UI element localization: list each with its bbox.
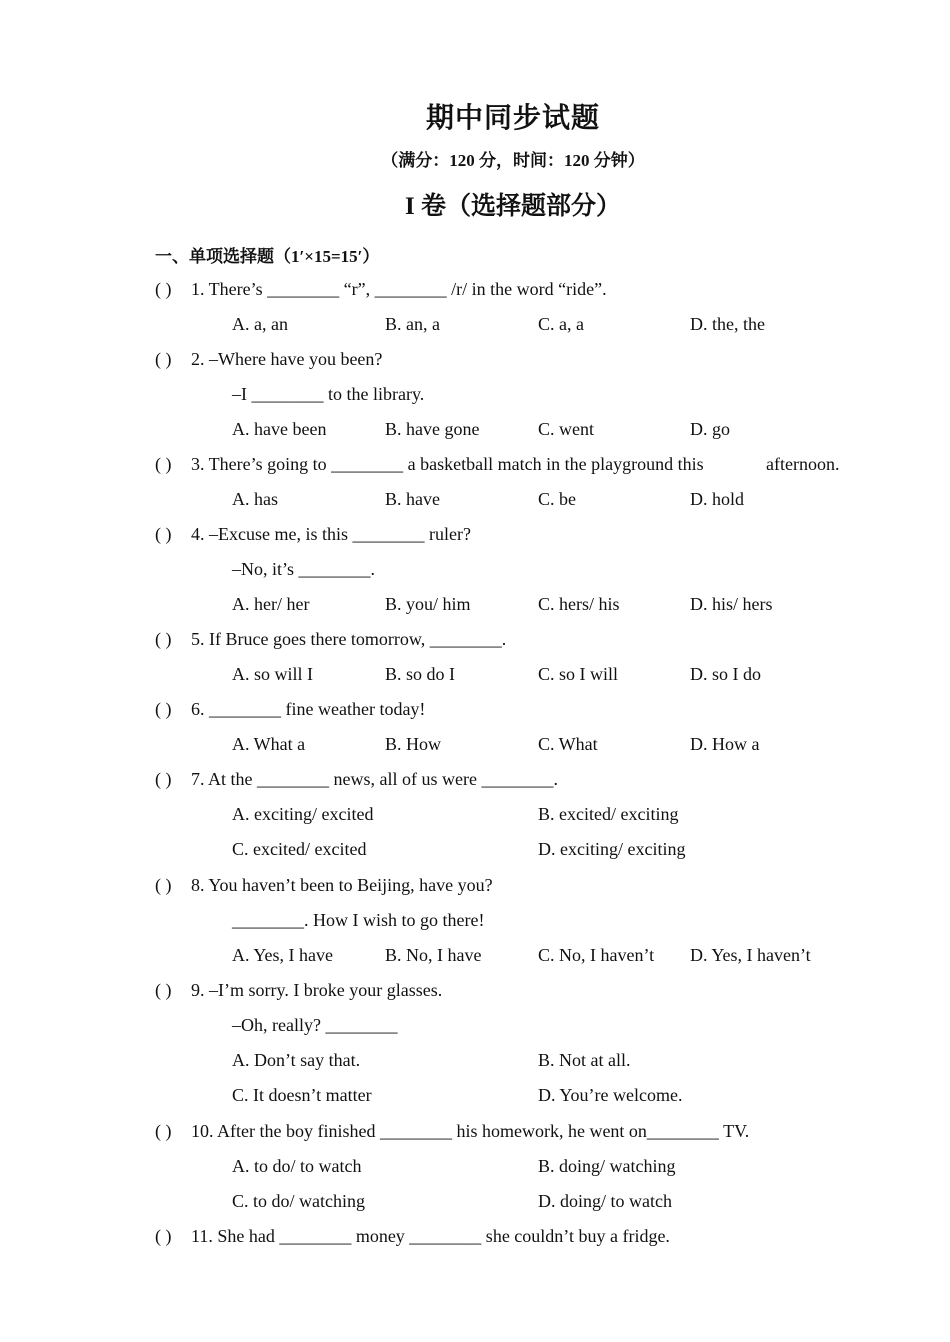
option-c[interactable]: C. It doesn’t matter bbox=[232, 1085, 372, 1105]
answer-blank[interactable]: ( ) bbox=[155, 524, 172, 544]
question-stem: 5. If Bruce goes there tomorrow, ________. bbox=[191, 629, 507, 649]
answer-blank[interactable]: ( ) bbox=[155, 1121, 172, 1141]
option-b[interactable]: B. you/ him bbox=[385, 594, 471, 614]
option-c[interactable]: C. be bbox=[538, 489, 576, 509]
question-3 bbox=[155, 453, 704, 475]
section-heading: 一、单项选择题（1′×15=15′） bbox=[155, 247, 380, 266]
option-d[interactable]: D. doing/ to watch bbox=[538, 1191, 672, 1211]
question-9 bbox=[155, 979, 442, 1001]
question-stem: 8. You haven’t been to Beijing, have you? bbox=[191, 875, 493, 895]
answer-blank[interactable]: ( ) bbox=[155, 279, 172, 299]
option-b[interactable]: B. have gone bbox=[385, 419, 480, 439]
question-2 bbox=[155, 348, 382, 370]
question-stem: 10. After the boy finished ________ his homework, he went on________ TV. bbox=[191, 1121, 750, 1141]
answer-blank[interactable]: ( ) bbox=[155, 980, 172, 1000]
question-4 bbox=[155, 523, 471, 545]
option-a[interactable]: A. has bbox=[232, 489, 278, 509]
question-stem: 9. –I’m sorry. I broke your glasses. bbox=[191, 980, 443, 1000]
answer-blank[interactable]: ( ) bbox=[155, 769, 172, 789]
option-b[interactable]: B. excited/ exciting bbox=[538, 804, 679, 824]
answer-blank[interactable]: ( ) bbox=[155, 699, 172, 719]
question-stem: 4. –Excuse me, is this ________ ruler? bbox=[191, 524, 471, 544]
option-c[interactable]: C. What bbox=[538, 734, 598, 754]
question-stem: 1. There’s ________ “r”, ________ /r/ in the word “ride”. bbox=[191, 279, 607, 299]
option-d[interactable]: D. his/ hers bbox=[690, 594, 773, 614]
answer-blank[interactable]: ( ) bbox=[155, 875, 172, 895]
option-b[interactable]: B. have bbox=[385, 489, 440, 509]
option-b[interactable]: B. How bbox=[385, 734, 442, 754]
option-d[interactable]: D. the, the bbox=[690, 314, 765, 334]
question-stem-tail: afternoon. bbox=[766, 454, 840, 474]
option-d[interactable]: D. hold bbox=[690, 489, 744, 509]
option-a[interactable]: A. What a bbox=[232, 734, 306, 754]
option-d[interactable]: D. How a bbox=[690, 734, 760, 754]
question-8 bbox=[155, 874, 493, 896]
answer-blank[interactable]: ( ) bbox=[155, 349, 172, 369]
option-a[interactable]: A. her/ her bbox=[232, 594, 310, 614]
option-b[interactable]: B. No, I have bbox=[385, 945, 482, 965]
option-d[interactable]: D. so I do bbox=[690, 664, 761, 684]
option-a[interactable]: A. Don’t say that. bbox=[232, 1050, 361, 1070]
answer-blank[interactable]: ( ) bbox=[155, 454, 172, 474]
option-a[interactable]: A. to do/ to watch bbox=[232, 1156, 362, 1176]
option-c[interactable]: C. No, I haven’t bbox=[538, 945, 655, 965]
question-stem: 7. At the ________ news, all of us were ________. bbox=[191, 769, 558, 789]
option-a[interactable]: A. a, an bbox=[232, 314, 288, 334]
option-a[interactable]: A. exciting/ excited bbox=[232, 804, 374, 824]
option-d[interactable]: D. go bbox=[690, 419, 730, 439]
question-5 bbox=[155, 628, 506, 650]
question-line: –Oh, really? ________ bbox=[232, 1015, 398, 1035]
question-line: –No, it’s ________. bbox=[232, 559, 376, 579]
exam-subtitle: （满分：120 分，时间：120 分钟） bbox=[381, 151, 645, 170]
option-a[interactable]: A. Yes, I have bbox=[232, 945, 333, 965]
question-stem: 11. She had ________ money ________ she couldn’t buy a fridge. bbox=[191, 1226, 670, 1246]
option-c[interactable]: C. so I will bbox=[538, 664, 619, 684]
part-heading: I 卷（选择题部分） bbox=[405, 193, 621, 220]
option-b[interactable]: B. Not at all. bbox=[538, 1050, 631, 1070]
exam-title: 期中同步试题 bbox=[425, 103, 600, 134]
option-b[interactable]: B. so do I bbox=[385, 664, 456, 684]
question-stem: 2. –Where have you been? bbox=[191, 349, 383, 369]
question-11 bbox=[155, 1225, 670, 1247]
option-b[interactable]: B. doing/ watching bbox=[538, 1156, 676, 1176]
option-c[interactable]: C. a, a bbox=[538, 314, 584, 334]
question-stem: 3. There’s going to ________ a basketball match in the playground this bbox=[191, 454, 704, 474]
option-d[interactable]: D. Yes, I haven’t bbox=[690, 945, 811, 965]
option-c[interactable]: C. hers/ his bbox=[538, 594, 620, 614]
question-6 bbox=[155, 698, 425, 720]
option-c[interactable]: C. to do/ watching bbox=[232, 1191, 365, 1211]
option-d[interactable]: D. You’re welcome. bbox=[538, 1085, 683, 1105]
question-line: ________. How I wish to go there! bbox=[232, 910, 485, 930]
question-1 bbox=[155, 278, 607, 300]
option-c[interactable]: C. excited/ excited bbox=[232, 839, 367, 859]
answer-blank[interactable]: ( ) bbox=[155, 629, 172, 649]
option-b[interactable]: B. an, a bbox=[385, 314, 440, 334]
answer-blank[interactable]: ( ) bbox=[155, 1226, 172, 1246]
option-a[interactable]: A. have been bbox=[232, 419, 327, 439]
question-stem: 6. ________ fine weather today! bbox=[191, 699, 426, 719]
option-d[interactable]: D. exciting/ exciting bbox=[538, 839, 686, 859]
question-10 bbox=[155, 1120, 749, 1142]
option-a[interactable]: A. so will I bbox=[232, 664, 313, 684]
question-7 bbox=[155, 768, 558, 790]
question-line: –I ________ to the library. bbox=[232, 384, 425, 404]
option-c[interactable]: C. went bbox=[538, 419, 594, 439]
